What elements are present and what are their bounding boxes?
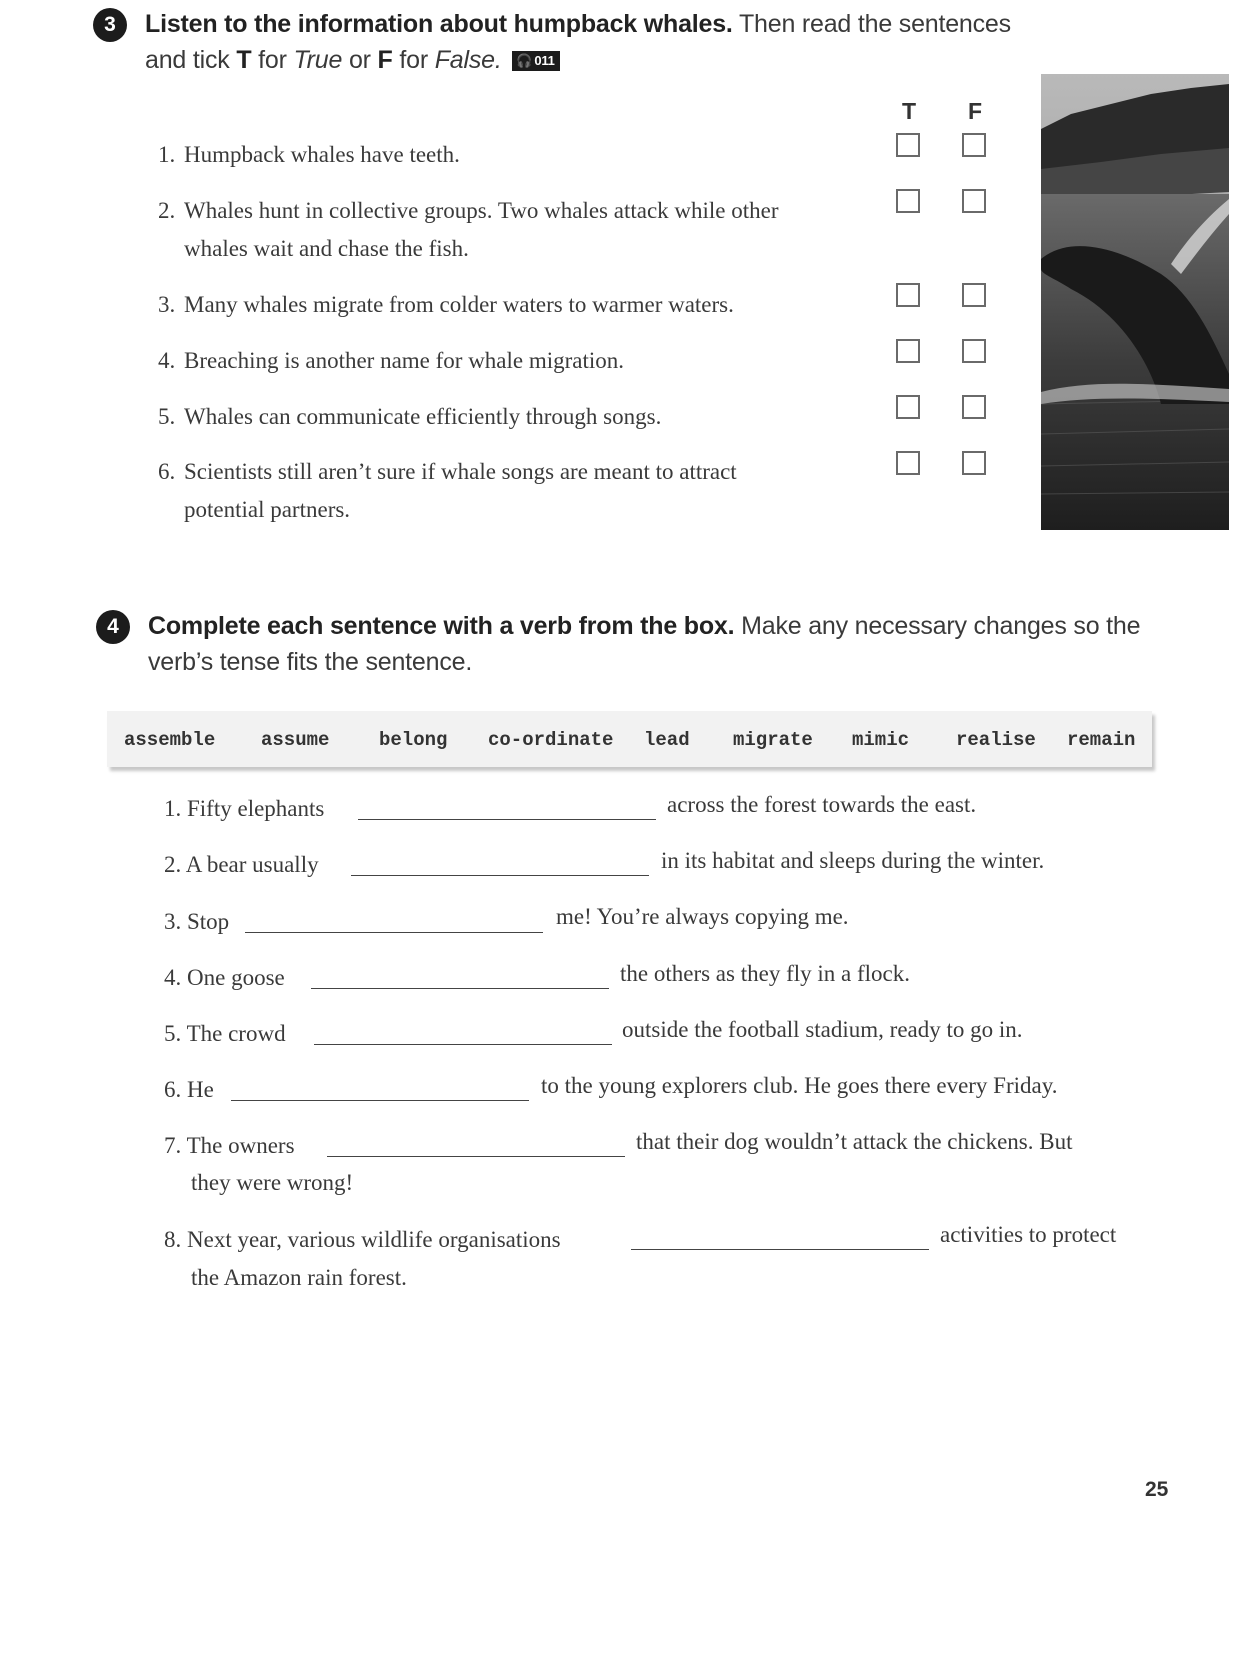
- statement-1-false-checkbox[interactable]: [962, 133, 986, 157]
- exercise-3-badge: 3: [93, 8, 127, 42]
- sentence-3-start: [164, 904, 229, 940]
- sentence-text: The crowd: [186, 1021, 286, 1046]
- sentence-number: 8.: [164, 1227, 182, 1252]
- sentence-4-blank[interactable]: [311, 988, 609, 989]
- instruction-text: for: [392, 46, 435, 74]
- sentence-8-end: activities to protect: [940, 1222, 1117, 1247]
- sentence-5-end: outside the football stadium, ready to go in.: [622, 1017, 1023, 1042]
- page-number: 25: [1145, 1478, 1169, 1501]
- whale-illustration: [1041, 74, 1229, 530]
- sentence-1-start: [164, 791, 324, 827]
- sentence-7-end: that their dog wouldn’t attack the chickens. But: [636, 1129, 1073, 1154]
- statement-text: Humpback whales have teeth.: [184, 142, 460, 167]
- statement-5-true-checkbox[interactable]: [896, 395, 920, 419]
- statement-1-true-checkbox[interactable]: [896, 133, 920, 157]
- sentence-number: 3.: [164, 909, 182, 934]
- exercise-3-instruction-bold: Listen to the information about humpback whales.: [145, 10, 733, 38]
- statement-4-false-checkbox[interactable]: [962, 339, 986, 363]
- sentence-8-start: [164, 1222, 561, 1258]
- word-box-item: realise: [956, 729, 1036, 751]
- sentence-number: 6.: [164, 1077, 182, 1102]
- sentence-6-end: to the young explorers club. He goes there every Friday.: [541, 1073, 1058, 1098]
- sentence-5-start: [164, 1016, 286, 1052]
- statement-number: 3.: [158, 292, 176, 317]
- statement-text-continued: potential partners.: [184, 497, 351, 522]
- statement-number: 2.: [158, 198, 176, 223]
- exercise-4-instruction-bold: Complete each sentence with a verb from the box.: [148, 612, 735, 640]
- audio-track-tag[interactable]: [512, 51, 559, 71]
- audio-track-number: 011: [534, 53, 555, 68]
- sentence-number: 1.: [164, 796, 182, 821]
- statement-number: 1.: [158, 142, 176, 167]
- statement-text-continued: whales wait and chase the fish.: [184, 236, 469, 261]
- sentence-number: 4.: [164, 965, 182, 990]
- sentence-5-blank[interactable]: [314, 1044, 612, 1045]
- sentence-text: He: [187, 1077, 214, 1102]
- true-word: True: [293, 46, 343, 74]
- statement-1: [158, 136, 878, 174]
- sentence-7-start: [164, 1128, 295, 1164]
- sentence-7-blank[interactable]: [327, 1156, 625, 1157]
- word-box-item: remain: [1067, 729, 1136, 751]
- instruction-text: and tick: [145, 46, 237, 74]
- statement-text: Scientists still aren’t sure if whale songs are meant to attract: [184, 459, 737, 484]
- sentence-2-end: in its habitat and sleeps during the winter.: [661, 848, 1045, 873]
- sentence-8-continued: the Amazon rain forest.: [191, 1265, 407, 1290]
- word-box-item: belong: [379, 729, 448, 751]
- true-column-header: T: [901, 98, 917, 124]
- sentence-text: The owners: [186, 1133, 295, 1158]
- statement-5-false-checkbox[interactable]: [962, 395, 986, 419]
- statement-2-true-checkbox[interactable]: [896, 189, 920, 213]
- statement-text: Whales hunt in collective groups. Two whales attack while other: [184, 198, 779, 223]
- sentence-number: 2.: [164, 852, 182, 877]
- sentence-8-blank[interactable]: [631, 1249, 929, 1250]
- sentence-2-start: [164, 847, 319, 883]
- sentence-4-start: [164, 960, 285, 996]
- sentence-1-blank[interactable]: [358, 819, 656, 820]
- false-column-header: F: [967, 98, 983, 124]
- statement-number: 4.: [158, 348, 176, 373]
- true-letter: T: [236, 46, 252, 74]
- word-box-item: lead: [644, 729, 690, 751]
- exercise-3-instruction: [145, 6, 1025, 78]
- word-box-item: co-ordinate: [488, 729, 614, 751]
- sentence-6-blank[interactable]: [231, 1100, 529, 1101]
- statement-text: Whales can communicate efficiently through songs.: [184, 404, 662, 429]
- sentence-1-end: across the forest towards the east.: [667, 792, 977, 817]
- statement-3-false-checkbox[interactable]: [962, 283, 986, 307]
- instruction-text: or: [342, 46, 378, 74]
- exercise-4-instruction-line2: verb’s tense fits the sentence.: [148, 648, 473, 676]
- word-box-item: assume: [261, 729, 330, 751]
- headphones-icon: 🎧: [516, 53, 533, 68]
- statement-text: Breaching is another name for whale migration.: [184, 348, 625, 373]
- sentence-text: Next year, various wildlife organisations: [187, 1227, 561, 1252]
- sentence-number: 7.: [164, 1133, 182, 1158]
- word-box-item: mimic: [852, 729, 910, 751]
- statement-6-true-checkbox[interactable]: [896, 451, 920, 475]
- sentence-text: Fifty elephants: [187, 796, 325, 821]
- sentence-6-start: [164, 1072, 214, 1108]
- exercise-4-instruction-rest: Make any necessary changes so the: [734, 612, 1141, 640]
- sentence-number: 5.: [164, 1021, 182, 1046]
- sentence-text: A bear usually: [185, 852, 319, 877]
- statement-number: 5.: [158, 404, 176, 429]
- false-letter: F: [377, 46, 393, 74]
- statement-2: [158, 192, 888, 268]
- exercise-4-badge: 4: [96, 610, 130, 644]
- statement-4: [158, 342, 878, 380]
- instruction-text: for: [251, 46, 294, 74]
- word-box-item: migrate: [733, 729, 813, 751]
- humpback-whale-photo: [1041, 74, 1229, 530]
- statement-text: Many whales migrate from colder waters to warmer waters.: [184, 292, 734, 317]
- statement-3: [158, 286, 878, 324]
- statement-number: 6.: [158, 459, 176, 484]
- statement-4-true-checkbox[interactable]: [896, 339, 920, 363]
- sentence-text: Stop: [187, 909, 230, 934]
- statement-2-false-checkbox[interactable]: [962, 189, 986, 213]
- sentence-text: One goose: [187, 965, 285, 990]
- false-word: False.: [434, 46, 502, 74]
- verb-word-box: [107, 711, 1152, 767]
- sentence-3-blank[interactable]: [245, 932, 543, 933]
- statement-3-true-checkbox[interactable]: [896, 283, 920, 307]
- exercise-4-instruction: [148, 608, 1148, 680]
- sentence-7-continued: they were wrong!: [191, 1170, 354, 1195]
- word-box-item: assemble: [124, 729, 216, 751]
- exercise-3-instruction-rest: Then read the sentences: [732, 10, 1011, 38]
- sentence-2-blank[interactable]: [351, 875, 649, 876]
- statement-6-false-checkbox[interactable]: [962, 451, 986, 475]
- statement-5: [158, 398, 878, 436]
- statement-6: [158, 453, 878, 529]
- sentence-4-end: the others as they fly in a flock.: [620, 961, 910, 986]
- sentence-3-end: me! You’re always copying me.: [556, 904, 849, 929]
